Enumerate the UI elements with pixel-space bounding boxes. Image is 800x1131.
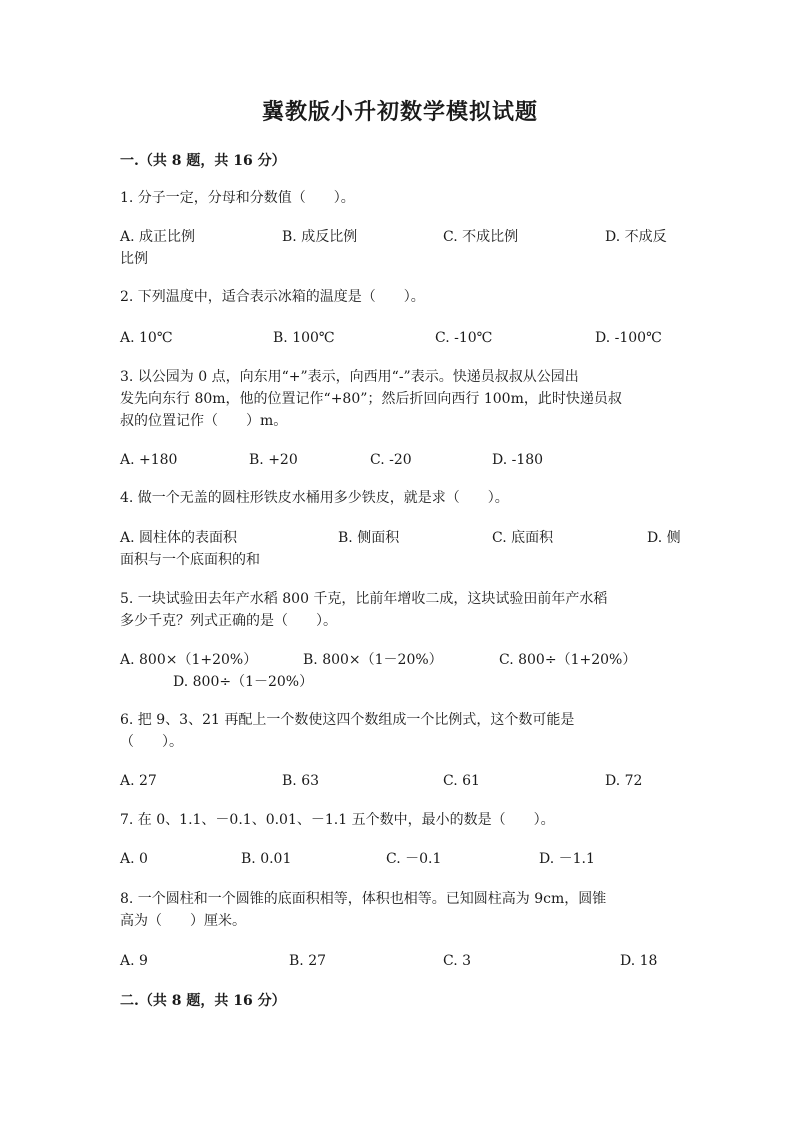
question-1-option-d-continued: 比例 xyxy=(120,251,148,267)
question-8-stem xyxy=(120,888,680,932)
page-title: 冀教版小升初数学模拟试题 xyxy=(261,99,538,125)
question-3-stem xyxy=(120,366,680,432)
question-1-option-d[interactable]: D. 不成反 xyxy=(605,229,667,245)
question-2-stem: 2. 下列温度中，适合表示冰箱的温度是（ ）。 xyxy=(120,289,425,305)
question-3-stem-line-1: 3. 以公园为 0 点，向东用“+”表示，向西用“-”表示。快递员叔叔从公园出 xyxy=(120,369,579,385)
question-4-option-a[interactable]: A. 圆柱体的表面积 xyxy=(120,530,238,546)
question-3-option-a[interactable]: A. +180 xyxy=(120,452,178,468)
question-3-stem-line-2: 发先向东行 80m，他的位置记作“+80”；然后折回向西行 100m，此时快递员叔 xyxy=(120,391,622,407)
question-5-stem xyxy=(120,588,680,632)
question-2-option-d[interactable]: D. -100℃ xyxy=(595,330,662,346)
question-4-option-b[interactable]: B. 侧面积 xyxy=(338,530,400,546)
section-1-title: 一.（共 8 题，共 16 分） xyxy=(120,153,286,169)
question-1-option-b[interactable]: B. 成反比例 xyxy=(282,229,358,245)
question-6-option-d[interactable]: D. 72 xyxy=(605,773,643,789)
question-6-option-a[interactable]: A. 27 xyxy=(120,773,157,789)
question-4-option-c[interactable]: C. 底面积 xyxy=(492,530,554,546)
question-2-option-c[interactable]: C. -10℃ xyxy=(435,330,493,346)
question-7-option-c[interactable]: C. －0.1 xyxy=(386,851,442,867)
question-5-option-c[interactable]: C. 800÷（1+20%） xyxy=(499,652,637,668)
question-3-stem-line-3: 叔的位置记作（ ）m。 xyxy=(120,413,288,429)
question-5-stem-line-1: 5. 一块试验田去年产水稻 800 千克，比前年增收二成，这块试验田前年产水稻 xyxy=(120,591,608,607)
question-6-stem-line-1: 6. 把 9、3、21 再配上一个数使这四个数组成一个比例式，这个数可能是 xyxy=(120,712,575,728)
question-3-option-d[interactable]: D. -180 xyxy=(492,452,544,468)
question-6-stem xyxy=(120,709,680,753)
question-6-option-b[interactable]: B. 63 xyxy=(282,773,320,789)
question-3-option-b[interactable]: B. +20 xyxy=(249,452,298,468)
question-3-option-c[interactable]: C. -20 xyxy=(370,452,412,468)
question-5-option-d[interactable]: D. 800÷（1－20%） xyxy=(173,674,314,690)
question-2-option-b[interactable]: B. 100℃ xyxy=(273,330,335,346)
question-7-option-b[interactable]: B. 0.01 xyxy=(241,851,292,867)
question-8-option-d[interactable]: D. 18 xyxy=(620,953,658,969)
question-8-option-a[interactable]: A. 9 xyxy=(120,953,148,969)
question-8-stem-line-1: 8. 一个圆柱和一个圆锥的底面积相等，体积也相等。已知圆柱高为 9cm，圆锥 xyxy=(120,891,607,907)
question-5-option-b[interactable]: B. 800×（1－20%） xyxy=(303,652,443,668)
question-4-option-d-continued: 面积与一个底面积的和 xyxy=(120,552,260,568)
question-1-option-a[interactable]: A. 成正比例 xyxy=(120,229,196,245)
question-1-option-c[interactable]: C. 不成比例 xyxy=(443,229,519,245)
question-6-option-c[interactable]: C. 61 xyxy=(443,773,480,789)
question-2-option-a[interactable]: A. 10℃ xyxy=(120,330,173,346)
question-7-option-d[interactable]: D. －1.1 xyxy=(539,851,595,867)
question-4-option-d[interactable]: D. 侧 xyxy=(647,530,681,546)
question-4-stem: 4. 做一个无盖的圆柱形铁皮水桶用多少铁皮，就是求（ ）。 xyxy=(120,490,509,506)
question-6-stem-line-2: （ ）。 xyxy=(120,734,183,750)
question-8-option-b[interactable]: B. 27 xyxy=(289,953,327,969)
question-1-stem: 1. 分子一定，分母和分数值（ ）。 xyxy=(120,190,355,206)
question-8-stem-line-2: 高为（ ）厘米。 xyxy=(120,913,246,929)
section-2-title: 二.（共 8 题，共 16 分） xyxy=(120,993,286,1009)
question-8-option-c[interactable]: C. 3 xyxy=(443,953,472,969)
question-5-stem-line-2: 多少千克？列式正确的是（ ）。 xyxy=(120,613,337,629)
question-5-option-a[interactable]: A. 800×（1+20%） xyxy=(120,652,258,668)
question-7-option-a[interactable]: A. 0 xyxy=(120,851,148,867)
question-7-stem: 7. 在 0、1.1、－0.1、0.01、－1.1 五个数中，最小的数是（ ）。 xyxy=(120,812,555,828)
